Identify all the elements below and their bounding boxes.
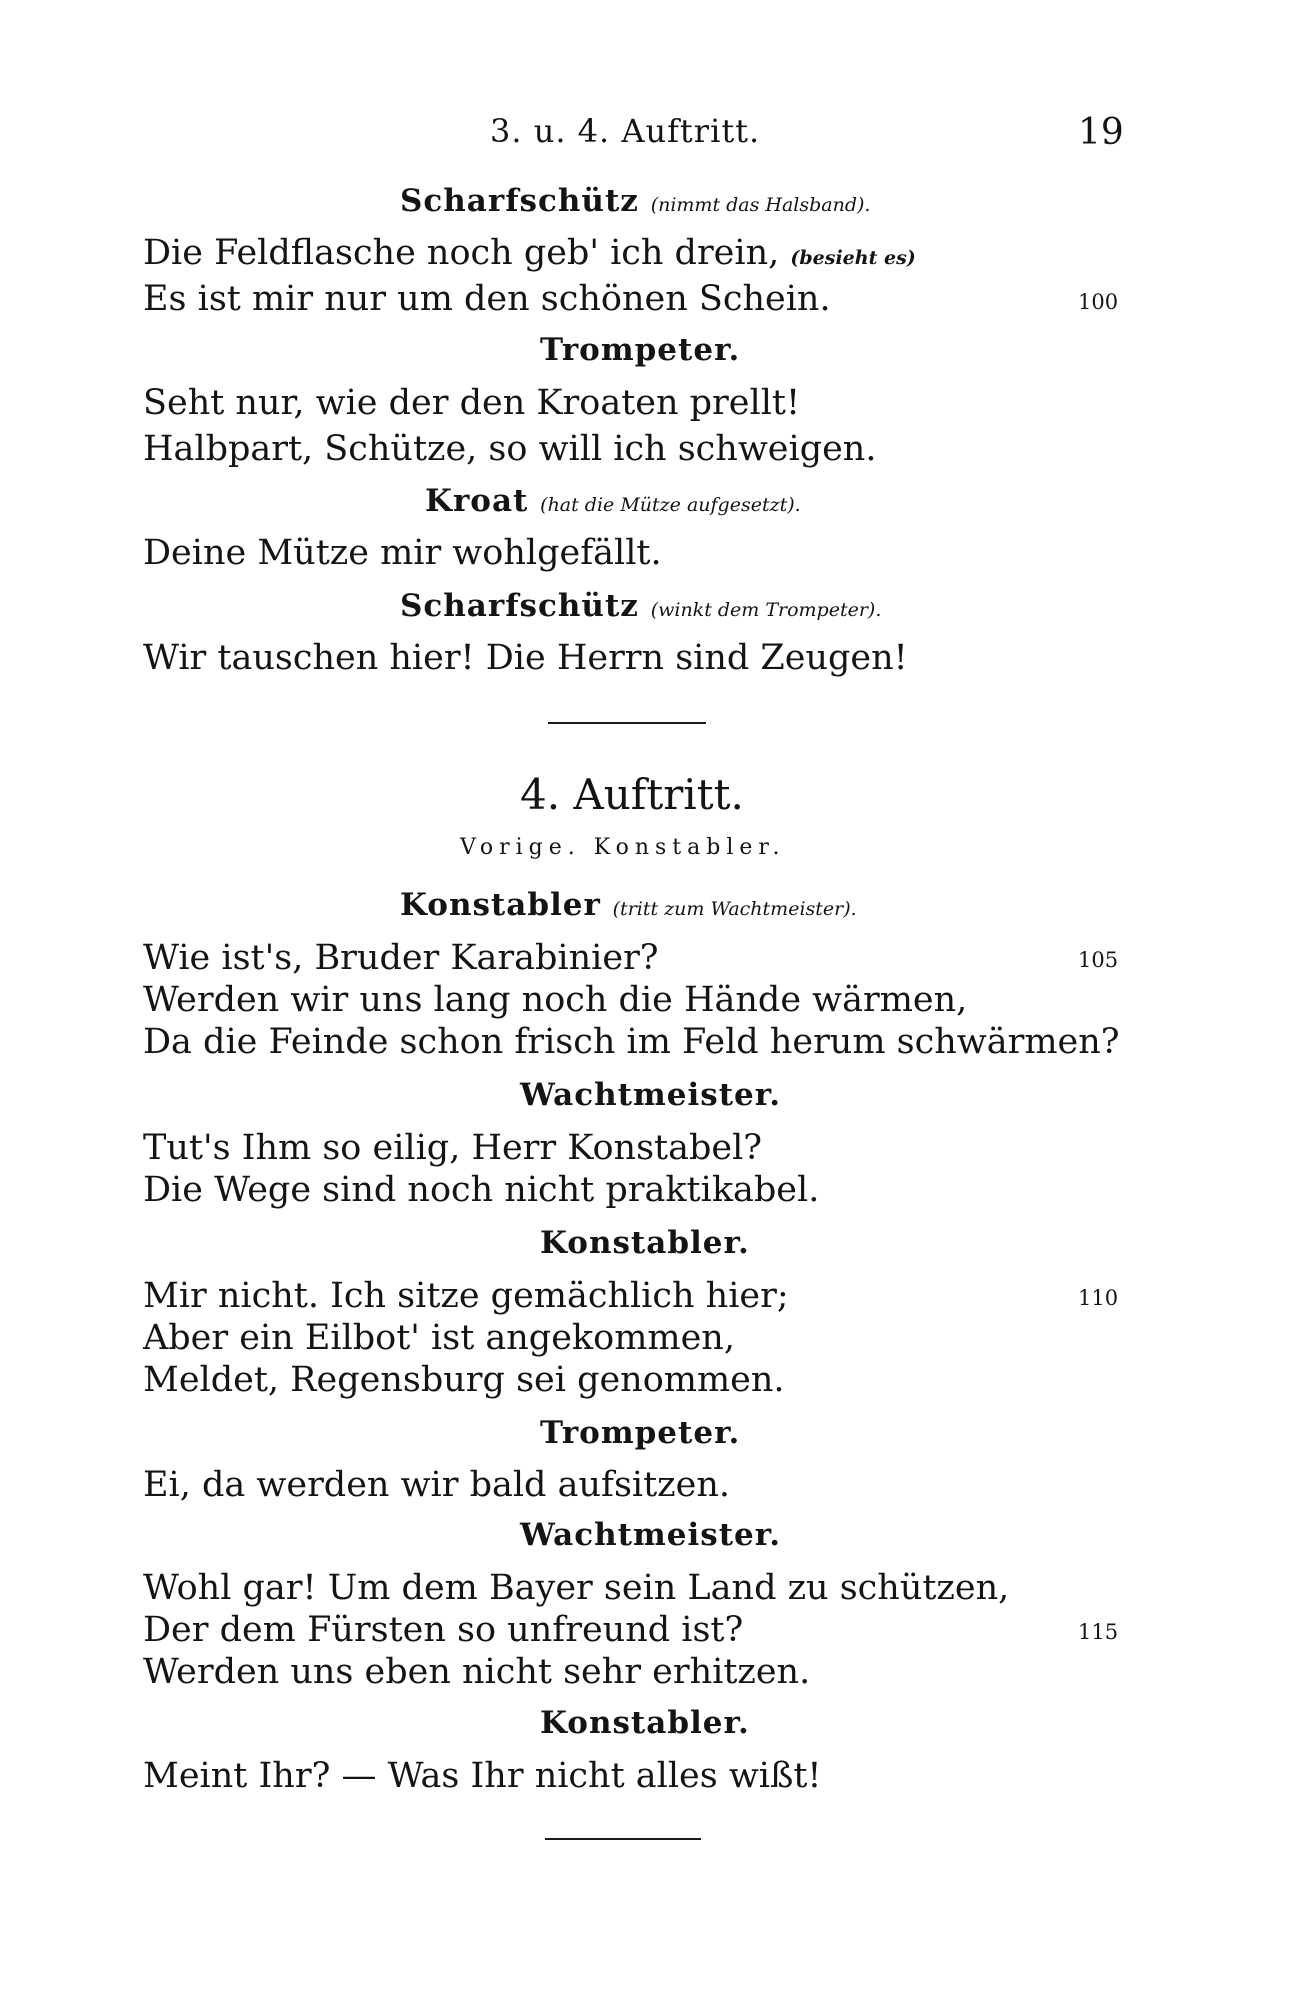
speaker-name: Scharfschütz: [400, 588, 639, 624]
stage-direction: (besieht es): [790, 247, 916, 269]
section-divider: [548, 722, 706, 724]
speaker-heading: Konstabler.: [540, 1225, 750, 1261]
verse-line: Werden wir uns lang noch die Hände wärmen,: [143, 980, 968, 1020]
speaker-heading: Wachtmeister.: [520, 1517, 782, 1553]
verse-line: Meldet, Regensburg sei genommen.: [143, 1360, 785, 1400]
speaker-heading: Konstabler.: [540, 1705, 750, 1741]
running-title: 3. u. 4. Auftritt.: [490, 112, 761, 150]
stage-direction: (winkt dem Trompeter).: [650, 599, 882, 621]
verse-line: Deine Mütze mir wohlgefällt.: [143, 533, 662, 573]
speaker-name: Kroat: [425, 483, 529, 519]
verse-line: Werden uns eben nicht sehr erhitzen.: [143, 1652, 811, 1692]
speaker-name: Scharfschütz: [400, 183, 639, 219]
verse-line: Wohl gar! Um dem Bayer sein Land zu schützen,: [143, 1568, 1010, 1608]
speaker-heading: [400, 183, 870, 219]
line-number: 105: [1078, 948, 1119, 972]
verse-line: Tut's Ihm so eilig, Herr Konstabel?: [143, 1128, 763, 1168]
stage-direction: (tritt zum Wachtmeister).: [612, 898, 857, 920]
verse-line: Die Wege sind noch nicht praktikabel.: [143, 1170, 820, 1210]
scene-persons: Vorige. Konstabler.: [460, 835, 786, 860]
verse-line: Meint Ihr? — Was Ihr nicht alles wißt!: [143, 1756, 822, 1796]
verse-line: Wie ist's, Bruder Karabinier?: [143, 938, 659, 978]
section-divider: [545, 1838, 701, 1840]
verse-line: Mir nicht. Ich sitze gemächlich hier;: [143, 1276, 789, 1316]
speaker-heading: [400, 887, 857, 923]
verse-line: Ei, da werden wir bald aufsitzen.: [143, 1465, 730, 1505]
speaker-heading: Trompeter.: [540, 332, 741, 368]
verse-line: Der dem Fürsten so unfreund ist?: [143, 1610, 744, 1650]
verse-line: Wir tauschen hier! Die Herrn sind Zeugen!: [143, 638, 908, 678]
scene-title: 4. Auftritt.: [520, 770, 744, 819]
speaker-heading: Wachtmeister.: [520, 1077, 782, 1113]
line-number: 115: [1078, 1620, 1119, 1644]
verse-line: Aber ein Eilbot' ist angekommen,: [143, 1318, 735, 1358]
verse-text: Die Feldflasche noch geb' ich drein,: [143, 233, 780, 273]
verse-line: Halbpart, Schütze, so will ich schweigen.: [143, 429, 877, 469]
page-number: 19: [1078, 112, 1124, 153]
stage-direction: (hat die Mütze aufgesetzt).: [540, 494, 801, 516]
speaker-heading: [425, 483, 801, 519]
verse-line: [143, 230, 916, 281]
verse-line: Seht nur, wie der den Kroaten prellt!: [143, 383, 801, 423]
speaker-heading: [400, 588, 881, 624]
verse-line: Es ist mir nur um den schönen Schein.: [143, 279, 831, 319]
speaker-name: Konstabler: [400, 887, 601, 923]
line-number: 110: [1078, 1286, 1119, 1310]
speaker-heading: Trompeter.: [540, 1415, 741, 1451]
verse-line: Da die Feinde schon frisch im Feld herum schwärmen?: [143, 1022, 1120, 1062]
line-number: 100: [1078, 290, 1119, 314]
stage-direction: (nimmt das Halsband).: [650, 194, 871, 216]
